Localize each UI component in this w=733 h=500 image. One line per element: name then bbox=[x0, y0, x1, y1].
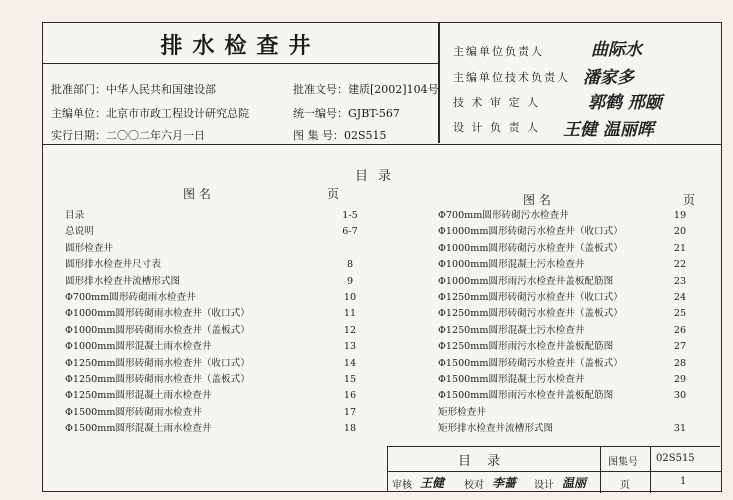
responsible-label-tech: 主编单位技术负责人 bbox=[453, 71, 570, 84]
list-item[interactable]: 矩形检查井 bbox=[438, 406, 486, 418]
signature-design: 王健 温丽晖 bbox=[563, 120, 654, 140]
list-item[interactable]: Φ1250mm圆形雨污水检查井盖板配筋图 27 bbox=[438, 341, 687, 353]
list-item[interactable]: Φ1500mm圆形混凝土污水检查井 29 bbox=[438, 373, 687, 385]
toc-right-col-page: 页 bbox=[683, 193, 696, 207]
footer-review-label: 审核 bbox=[392, 480, 412, 491]
responsible-label-review: 技 术 审 定 人 bbox=[453, 96, 540, 109]
list-item[interactable]: Φ1250mm圆形砖砌雨水检查井（盖板式） 15 bbox=[65, 373, 357, 385]
list-item[interactable]: Φ1250mm圆形混凝土雨水检查井 16 bbox=[65, 390, 357, 402]
footer-title-block bbox=[387, 446, 720, 492]
title-block bbox=[43, 23, 721, 145]
list-item[interactable]: Φ1250mm圆形混凝土污水检查井 26 bbox=[438, 324, 687, 336]
footer-page-number: 1 bbox=[680, 476, 687, 487]
list-item[interactable]: Φ1250mm圆形砖砌污水检查井（收口式） 24 bbox=[438, 291, 687, 303]
list-item[interactable]: Φ1000mm圆形混凝土污水检查井 22 bbox=[438, 259, 687, 271]
document-title: 排水检查井 bbox=[160, 34, 321, 59]
list-item[interactable]: Φ1500mm圆形混凝土雨水检查井 18 bbox=[65, 423, 357, 435]
signature-review: 郭鹤 邢颐 bbox=[588, 93, 662, 113]
implementation-date: 实行日期：二〇〇二年六月一日 bbox=[51, 129, 205, 142]
footer-design-label: 设计 bbox=[534, 480, 554, 491]
title-underline bbox=[43, 63, 438, 64]
toc-right-list bbox=[438, 208, 698, 437]
list-item[interactable]: Φ1250mm圆形砖砌污水检查井（盖板式） 25 bbox=[438, 308, 687, 320]
list-item[interactable]: Φ700mm圆形砖砌雨水检查井 10 bbox=[65, 291, 357, 303]
responsible-label-design: 设 计 负 责 人 bbox=[453, 121, 540, 134]
list-item[interactable]: Φ1000mm圆形雨污水检查井盖板配筋图 23 bbox=[438, 275, 687, 287]
signature-tech: 潘家多 bbox=[583, 68, 634, 88]
list-item[interactable]: 矩形排水检查井流槽形式图 31 bbox=[438, 423, 687, 435]
toc-heading: 目录 bbox=[355, 169, 402, 184]
list-item[interactable]: Φ1000mm圆形砖砌雨水检查井（收口式） 11 bbox=[65, 308, 357, 320]
footer-check-signature: 李蔷 bbox=[492, 476, 517, 490]
footer-atlas-label: 图集号 bbox=[608, 457, 638, 468]
footer-check-label: 校对 bbox=[464, 480, 484, 491]
toc-left-col-name: 图 名 bbox=[183, 187, 211, 201]
footer-review-signature: 王健 bbox=[420, 476, 445, 490]
list-item[interactable]: 目录 1-5 bbox=[65, 210, 358, 221]
list-item[interactable]: Φ1500mm圆形砖砌雨水检查井 17 bbox=[65, 406, 357, 418]
footer-page-label: 页 bbox=[620, 480, 630, 491]
responsible-label-editor: 主编单位负责人 bbox=[453, 45, 544, 58]
list-item[interactable]: Φ1500mm圆形雨污水检查井盖板配筋图 30 bbox=[438, 390, 687, 402]
list-item[interactable]: Φ1000mm圆形混凝土雨水检查井 13 bbox=[65, 341, 357, 353]
list-item[interactable]: Φ1000mm圆形砖砌污水检查井（收口式） 20 bbox=[438, 226, 687, 238]
list-item[interactable]: 圆形检查井 bbox=[65, 242, 113, 254]
atlas-number: 图 集 号：02S515 bbox=[293, 129, 387, 142]
approve-dept: 批准部门：中华人民共和国建设部 bbox=[51, 83, 216, 96]
list-item[interactable]: Φ1500mm圆形砖砌污水检查井（盖板式） 28 bbox=[438, 357, 687, 369]
footer-atlas-no: 02S515 bbox=[656, 453, 695, 464]
list-item[interactable]: Φ1000mm圆形砖砌雨水检查井（盖板式） 12 bbox=[65, 324, 357, 336]
list-item[interactable]: 总说明 6-7 bbox=[65, 226, 358, 238]
footer-title: 目 录 bbox=[458, 454, 507, 469]
list-item[interactable]: 圆形排水检查井尺寸表 8 bbox=[65, 259, 354, 271]
footer-design-signature: 温丽 bbox=[562, 476, 587, 490]
list-item[interactable]: Φ1000mm圆形砖砌污水检查井（盖板式） 21 bbox=[438, 242, 687, 254]
list-item[interactable]: 圆形排水检查井流槽形式图 9 bbox=[65, 275, 354, 287]
unified-number: 统一编号：GJBT-567 bbox=[293, 107, 400, 120]
toc-left-col-page: 页 bbox=[327, 187, 340, 201]
approve-doc: 批准文号：建质[2002]104号 bbox=[293, 83, 439, 96]
toc-right-col-name: 图 名 bbox=[523, 193, 551, 207]
signature-editor: 曲际水 bbox=[591, 40, 642, 60]
toc-left-list bbox=[65, 208, 365, 437]
list-item[interactable]: Φ700mm圆形砖砌污水检查井 19 bbox=[438, 210, 687, 221]
editor-unit: 主编单位：北京市市政工程设计研究总院 bbox=[51, 107, 249, 120]
list-item[interactable]: Φ1250mm圆形砖砌雨水检查井（收口式） 14 bbox=[65, 357, 357, 369]
